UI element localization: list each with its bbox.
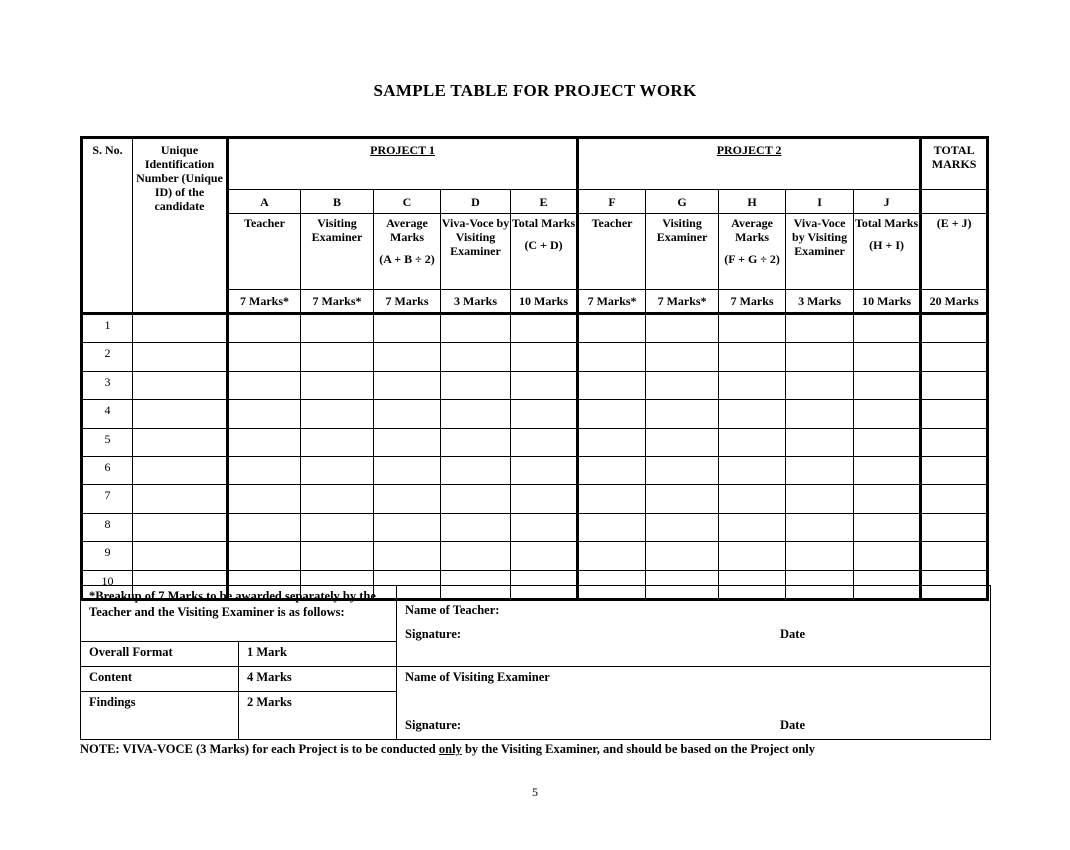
column-label: Teacher <box>244 216 285 230</box>
table-row <box>82 343 988 371</box>
mark-cell <box>374 343 441 371</box>
column-letter: H <box>719 190 786 214</box>
column-max-marks: 7 Marks <box>719 290 786 314</box>
breakup-item-value: 4 Marks <box>239 667 397 692</box>
table-row <box>82 485 988 513</box>
table-row <box>82 371 988 399</box>
page-title: SAMPLE TABLE FOR PROJECT WORK <box>373 81 697 100</box>
mark-cell <box>374 400 441 428</box>
mark-cell <box>301 343 374 371</box>
column-label-cell <box>374 214 441 290</box>
mark-cell <box>719 371 786 399</box>
mark-cell <box>854 343 921 371</box>
mark-cell <box>228 485 301 513</box>
mark-cell <box>133 314 228 343</box>
mark-cell <box>719 456 786 484</box>
column-label: Visiting Examiner <box>311 216 363 244</box>
mark-cell <box>441 314 511 343</box>
mark-cell <box>854 513 921 541</box>
row-number: 9 <box>82 542 133 570</box>
column-letter: D <box>441 190 511 214</box>
column-max-marks: 7 Marks* <box>228 290 301 314</box>
mark-cell <box>854 371 921 399</box>
mark-cell <box>228 314 301 343</box>
table-row <box>82 456 988 484</box>
mark-cell <box>228 400 301 428</box>
row-number: 4 <box>82 400 133 428</box>
column-letter: E <box>511 190 578 214</box>
mark-cell <box>786 400 854 428</box>
column-label-cell <box>786 214 854 290</box>
mark-cell <box>719 343 786 371</box>
column-max-marks: 7 Marks* <box>646 290 719 314</box>
mark-cell <box>854 542 921 570</box>
marks-table <box>80 136 989 601</box>
total-max-marks: 20 Marks <box>921 290 988 314</box>
column-formula: (C + D) <box>524 238 563 252</box>
breakup-signature-table <box>80 585 991 740</box>
column-label-cell <box>228 214 301 290</box>
column-letter: J <box>854 190 921 214</box>
mark-cell <box>921 371 988 399</box>
mark-cell <box>374 513 441 541</box>
examiner-name-label: Name of Visiting Examiner <box>405 670 550 684</box>
teacher-signature-block <box>397 586 991 667</box>
mark-cell <box>786 428 854 456</box>
mark-cell <box>301 428 374 456</box>
mark-cell <box>719 513 786 541</box>
mark-cell <box>921 400 988 428</box>
breakup-item-label: Content <box>81 667 239 692</box>
mark-cell <box>511 314 578 343</box>
mark-cell <box>646 513 719 541</box>
mark-cell <box>578 542 646 570</box>
mark-cell <box>511 542 578 570</box>
row-number: 1 <box>82 314 133 343</box>
mark-cell <box>786 513 854 541</box>
mark-cell <box>374 371 441 399</box>
row-number: 7 <box>82 485 133 513</box>
total-marks-header: TOTAL MARKS <box>921 138 988 190</box>
table-row <box>82 513 988 541</box>
mark-cell <box>441 513 511 541</box>
breakup-item-label: Findings <box>81 692 239 740</box>
table-row <box>82 314 988 343</box>
column-label: Viva-Voce by Visiting Examiner <box>792 216 848 258</box>
mark-cell <box>921 314 988 343</box>
mark-cell <box>441 456 511 484</box>
mark-cell <box>228 542 301 570</box>
table-row <box>82 542 988 570</box>
mark-cell <box>374 542 441 570</box>
mark-cell <box>301 542 374 570</box>
mark-cell <box>133 542 228 570</box>
column-letter: C <box>374 190 441 214</box>
mark-cell <box>228 371 301 399</box>
column-label: Visiting Examiner <box>656 216 708 244</box>
mark-cell <box>133 513 228 541</box>
mark-cell <box>511 343 578 371</box>
mark-cell <box>921 456 988 484</box>
mark-cell <box>511 513 578 541</box>
project1-header: PROJECT 1 <box>228 138 578 190</box>
column-label: Average Marks <box>731 216 773 244</box>
teacher-signature-label: Signature: <box>405 627 462 641</box>
mark-cell <box>301 371 374 399</box>
mark-cell <box>301 513 374 541</box>
mark-cell <box>854 485 921 513</box>
column-label: Teacher <box>591 216 633 230</box>
mark-cell <box>228 428 301 456</box>
mark-cell <box>441 400 511 428</box>
breakup-item-label: Overall Format <box>81 642 239 667</box>
breakup-item-value: 1 Mark <box>239 642 397 667</box>
mark-cell <box>786 371 854 399</box>
note-after: by the Visiting Examiner, and should be based on the Project only <box>461 742 815 756</box>
mark-cell <box>374 485 441 513</box>
column-label-cell <box>301 214 374 290</box>
column-letter: F <box>578 190 646 214</box>
column-letter: A <box>228 190 301 214</box>
page-number: 5 <box>532 785 538 799</box>
column-max-marks: 10 Marks <box>854 290 921 314</box>
mark-cell <box>441 542 511 570</box>
mark-cell <box>786 314 854 343</box>
mark-cell <box>511 485 578 513</box>
mark-cell <box>786 456 854 484</box>
examiner-signature-block <box>397 667 991 740</box>
mark-cell <box>301 400 374 428</box>
row-number: 8 <box>82 513 133 541</box>
mark-cell <box>719 400 786 428</box>
column-max-marks: 3 Marks <box>441 290 511 314</box>
mark-cell <box>511 371 578 399</box>
mark-cell <box>854 314 921 343</box>
mark-cell <box>854 428 921 456</box>
mark-cell <box>646 343 719 371</box>
mark-cell <box>578 513 646 541</box>
uid-header: Unique Identification Number (Unique ID) of the candidate <box>133 138 228 314</box>
mark-cell <box>646 314 719 343</box>
column-max-marks: 7 Marks* <box>578 290 646 314</box>
mark-cell <box>578 314 646 343</box>
mark-cell <box>374 428 441 456</box>
row-number: 2 <box>82 343 133 371</box>
column-label-cell <box>719 214 786 290</box>
column-label-cell <box>646 214 719 290</box>
examiner-date-label: Date <box>780 718 806 732</box>
column-formula: (A + B ÷ 2) <box>379 252 435 266</box>
mark-cell <box>719 542 786 570</box>
mark-cell <box>646 485 719 513</box>
breakup-item-value: 2 Marks <box>239 692 397 740</box>
mark-cell <box>441 485 511 513</box>
mark-cell <box>301 485 374 513</box>
mark-cell <box>921 343 988 371</box>
mark-cell <box>921 542 988 570</box>
column-label-cell <box>854 214 921 290</box>
note-underlined: only <box>438 742 462 756</box>
mark-cell <box>133 485 228 513</box>
project2-header: PROJECT 2 <box>578 138 921 190</box>
mark-cell <box>646 400 719 428</box>
column-label: Total Marks <box>511 216 576 230</box>
mark-cell <box>719 485 786 513</box>
mark-cell <box>511 428 578 456</box>
teacher-date-label: Date <box>780 627 806 641</box>
row-number: 3 <box>82 371 133 399</box>
column-max-marks: 3 Marks <box>786 290 854 314</box>
column-max-marks: 10 Marks <box>511 290 578 314</box>
column-max-marks: 7 Marks <box>374 290 441 314</box>
mark-cell <box>374 456 441 484</box>
row-number: 10 <box>82 570 133 599</box>
column-max-marks: 7 Marks* <box>301 290 374 314</box>
mark-cell <box>578 456 646 484</box>
table-row <box>82 428 988 456</box>
table-row <box>82 400 988 428</box>
mark-cell <box>578 485 646 513</box>
mark-cell <box>786 343 854 371</box>
mark-cell <box>374 314 441 343</box>
column-label: Viva-Voce by Visiting Examiner <box>441 216 510 258</box>
total-formula: (E + J) <box>921 214 988 290</box>
mark-cell <box>301 456 374 484</box>
mark-cell <box>646 456 719 484</box>
mark-cell <box>786 542 854 570</box>
mark-cell <box>719 428 786 456</box>
examiner-signature-label: Signature: <box>405 718 462 732</box>
mark-cell <box>441 343 511 371</box>
column-label-cell <box>441 214 511 290</box>
note-text <box>80 742 815 757</box>
column-letter: I <box>786 190 854 214</box>
mark-cell <box>511 400 578 428</box>
row-number: 5 <box>82 428 133 456</box>
mark-cell <box>133 371 228 399</box>
mark-cell <box>133 400 228 428</box>
mark-cell <box>133 428 228 456</box>
mark-cell <box>578 400 646 428</box>
mark-cell <box>786 485 854 513</box>
teacher-name-label: Name of Teacher: <box>405 603 500 617</box>
row-number: 6 <box>82 456 133 484</box>
column-label-cell <box>511 214 578 290</box>
mark-cell <box>921 485 988 513</box>
mark-cell <box>719 314 786 343</box>
mark-cell <box>646 542 719 570</box>
mark-cell <box>578 343 646 371</box>
mark-cell <box>921 428 988 456</box>
mark-cell <box>228 513 301 541</box>
mark-cell <box>854 456 921 484</box>
mark-cell <box>228 343 301 371</box>
mark-cell <box>441 428 511 456</box>
breakup-intro: *Breakup of 7 Marks to be awarded separately by the Teacher and the Visiting Examiner is as follows: <box>81 586 397 642</box>
mark-cell <box>133 456 228 484</box>
sno-header: S. No. <box>82 138 133 314</box>
column-label: Total Marks <box>854 216 919 230</box>
mark-cell <box>511 456 578 484</box>
mark-cell <box>646 371 719 399</box>
mark-cell <box>578 371 646 399</box>
mark-cell <box>301 314 374 343</box>
column-letter: B <box>301 190 374 214</box>
note-before: NOTE: VIVA-VOCE (3 Marks) for each Project is to be conducted <box>80 742 439 756</box>
mark-cell <box>921 513 988 541</box>
column-label-cell <box>578 214 646 290</box>
column-label: Average Marks <box>386 216 428 244</box>
mark-cell <box>646 428 719 456</box>
mark-cell <box>228 456 301 484</box>
column-formula: (H + I) <box>869 238 905 252</box>
column-formula: (F + G ÷ 2) <box>724 252 780 266</box>
mark-cell <box>578 428 646 456</box>
mark-cell <box>854 400 921 428</box>
mark-cell <box>441 371 511 399</box>
column-letter: G <box>646 190 719 214</box>
mark-cell <box>133 343 228 371</box>
